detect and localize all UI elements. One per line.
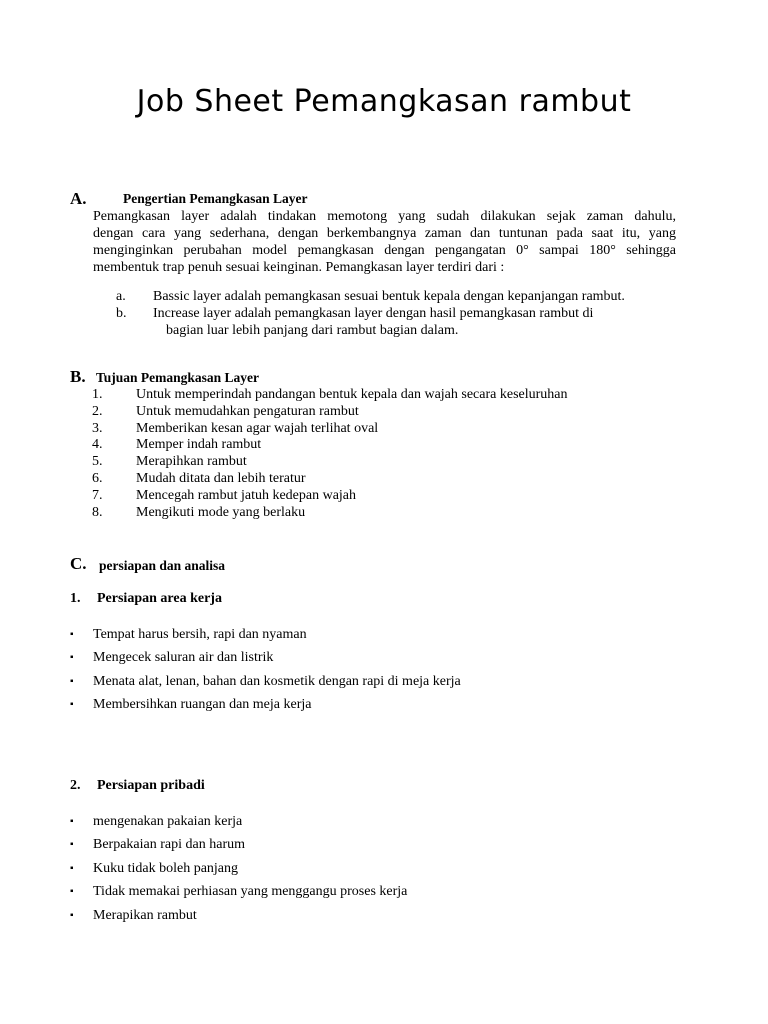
- paragraph-line: dengan cara yang sederhana, dengan berkembangnya zaman dan tuntunan pada saat itu, yang: [93, 226, 676, 241]
- section-c-letter: C.: [70, 554, 87, 573]
- subsection-title: Persiapan area kerja: [97, 591, 222, 606]
- section-a-paragraph: [93, 208, 676, 276]
- list-item-text: Merapikan rambut: [93, 907, 197, 923]
- section-a-letter: A.: [70, 189, 87, 208]
- list-item-text: Tempat harus bersih, rapi dan nyaman: [93, 627, 307, 642]
- paragraph-line: menginginkan perubahan model pemangkasan dengan pengangatan 0° sampai 180° sehingga: [93, 243, 676, 258]
- list-item-text: Merapihkan rambut: [136, 454, 247, 470]
- list-item-text: Memper indah rambut: [136, 437, 262, 453]
- section-c-heading: [70, 554, 226, 574]
- list-item-number: 4.: [92, 437, 103, 453]
- list-item-number: 2.: [92, 403, 103, 419]
- list-item-number: 7.: [92, 487, 103, 503]
- bullet-icon: ▪: [70, 886, 74, 898]
- list-item-number: 1.: [92, 387, 103, 402]
- list-item-text: Mudah ditata dan lebih teratur: [136, 470, 306, 486]
- list-item-text: Untuk memperindah pandangan bentuk kepala dan wajah secara keseluruhan: [136, 387, 568, 402]
- section-b-heading: [70, 367, 260, 387]
- list-item-text: Tidak memakai perhiasan yang menggangu proses kerja: [93, 884, 408, 900]
- section-c-title: persiapan dan analisa: [99, 558, 226, 573]
- list-item-marker: b.: [116, 306, 127, 321]
- subsection-title: Persiapan pribadi: [97, 778, 205, 793]
- list-item-text: Kuku tidak boleh panjang: [93, 860, 239, 876]
- list-item-number: 3.: [92, 420, 103, 436]
- bullet-icon: ▪: [70, 839, 74, 851]
- list-item-text: Mengecek saluran air dan listrik: [93, 650, 274, 666]
- list-item: Bassic layer adalah pemangkasan sesuai bentuk kepala dengan kepanjangan rambut.: [153, 289, 625, 304]
- list-item-number: 6.: [92, 470, 103, 486]
- list-item-text: Mencegah rambut jatuh kedepan wajah: [136, 487, 357, 503]
- list-item-continuation: bagian luar lebih panjang dari rambut bagian dalam.: [166, 323, 459, 338]
- bullet-icon: ▪: [70, 862, 74, 874]
- bullet-icon: ▪: [70, 629, 74, 640]
- subsection-1-heading: [70, 591, 222, 607]
- list-item-text: Mengikuti mode yang berlaku: [136, 504, 306, 520]
- list-item-number: 5.: [92, 454, 103, 470]
- bullet-icon: ▪: [70, 675, 74, 687]
- list-item-number: 8.: [92, 504, 103, 520]
- section-b-title: Tujuan Pemangkasan Layer: [96, 370, 260, 385]
- subsection-2-heading: [70, 778, 205, 794]
- section-a-heading: [70, 189, 308, 209]
- list-item-text: Berpakaian rapi dan harum: [93, 837, 245, 853]
- list-item-text: Untuk memudahkan pengaturan rambut: [136, 403, 359, 419]
- list-item: Increase layer adalah pemangkasan layer dengan hasil pemangkasan rambut di: [153, 306, 594, 321]
- section-a-title: Pengertian Pemangkasan Layer: [123, 191, 308, 206]
- paragraph-line: membentuk trap penuh sesuai keinginan. Pemangkasan layer terdiri dari :: [93, 260, 505, 275]
- paragraph-line: Pemangkasan layer adalah tindakan memotong yang sudah dilakukan sejak zaman dahulu,: [93, 209, 676, 224]
- bullet-icon: ▪: [70, 652, 74, 664]
- subsection-number: 1.: [70, 591, 81, 606]
- list-item-text: Memberikan kesan agar wajah terlihat oval: [136, 420, 379, 436]
- bullet-icon: ▪: [70, 699, 74, 711]
- list-item-marker: a.: [116, 289, 126, 304]
- list-item-text: Menata alat, lenan, bahan dan kosmetik dengan rapi di meja kerja: [93, 673, 461, 689]
- bullet-icon: ▪: [70, 816, 74, 827]
- section-b-letter: B.: [70, 367, 86, 386]
- list-item-text: Membersihkan ruangan dan meja kerja: [93, 697, 312, 713]
- subsection-number: 2.: [70, 778, 81, 793]
- bullet-icon: ▪: [70, 909, 74, 921]
- document-title: Job Sheet Pemangkasan rambut: [136, 84, 632, 119]
- list-item-text: mengenakan pakaian kerja: [93, 814, 243, 829]
